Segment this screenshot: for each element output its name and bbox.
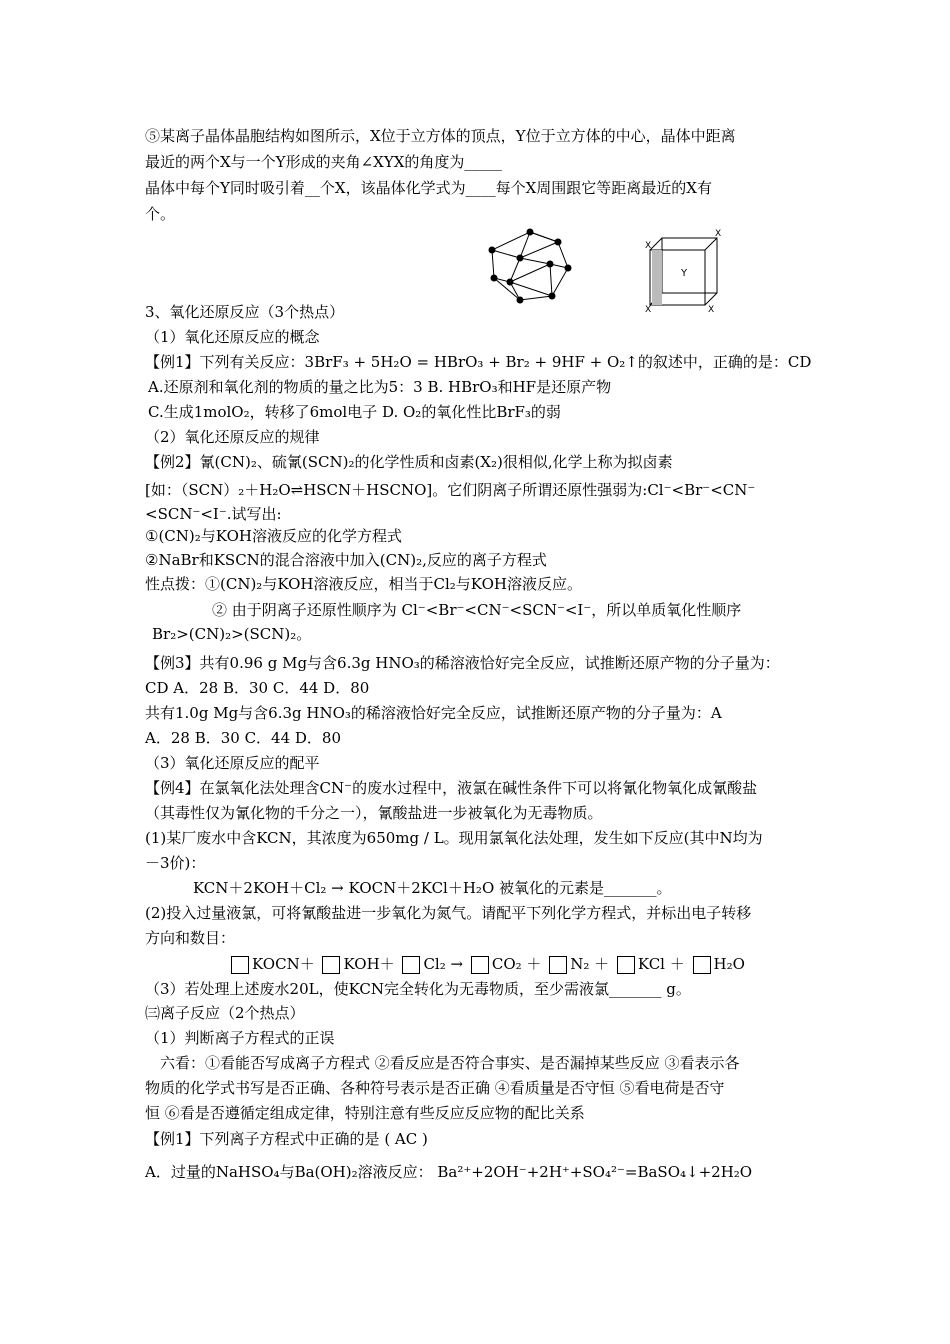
cube-vertex-label: X (715, 229, 722, 239)
text-line: 最近的两个X与一个Y形成的夹角∠XYX的角度为_____ (145, 153, 502, 171)
text-line: （其毒性仅为氰化物的千分之一），氰酸盐进一步被氧化为无毒物质。 (145, 804, 603, 822)
coefficient-box[interactable] (617, 956, 635, 974)
text-line: (1)某厂废水中含KCN，其浓度为650mg / L。现用氯氧化法处理，发生如下反应(其中N均为 (145, 829, 763, 847)
text-line: ⑤某离子晶体晶胞结构如图所示，X位于立方体的顶点，Y位于立方体的中心，晶体中距离 (145, 127, 736, 145)
crystal-figures (480, 220, 730, 315)
text-line: （1）判断离子方程式的正误 (145, 1029, 335, 1047)
text-line: （2）氧化还原反应的规律 (145, 428, 320, 446)
equation-term: Cl₂ → (423, 955, 464, 973)
balance-equation (228, 954, 745, 974)
text-line: （3）若处理上述废水20L，使KCN完全转化为无毒物质，至少需液氯_______ g。 (145, 980, 691, 998)
equation-line: KCN＋2KOH＋Cl₂ → KOCN＋2KCl＋H₂O 被氧化的元素是_______。 (193, 879, 672, 897)
coefficient-box[interactable] (471, 956, 489, 974)
text-line: （1）氧化还原反应的概念 (145, 328, 320, 346)
section-heading: ㈢离子反应（2个热点） (145, 1004, 305, 1022)
coefficient-box[interactable] (549, 956, 567, 974)
example-line: 【例4】在氯氧化法处理含CN⁻的废水过程中，液氯在碱性条件下可以将氰化物氧化成氰酸盐 (145, 779, 758, 797)
coefficient-box[interactable] (231, 956, 249, 974)
example-line: 【例1】下列有关反应：3BrF₃ + 5H₂O = HBrO₃ + Br₂ + 9HF + O₂↑的叙述中，正确的是：CD (145, 353, 812, 371)
cube-center-label: Y (681, 268, 688, 279)
option-line: A.还原剂和氧化剂的物质的量之比为5：3 B. HBrO₃和HF是还原产物 (148, 378, 612, 396)
example-line: 【例2】氰(CN)₂、硫氰(SCN)₂的化学性质和卤素(X₂)很相似,化学上称为拟卤素 (145, 453, 673, 471)
equation-term: CO₂ ＋ (491, 955, 542, 973)
text-line: 方向和数目： (145, 929, 236, 947)
text-line: [如：（SCN）₂＋H₂O⇌HSCN＋HSCNO]。它们阴离子所谓还原性强弱为:Cl⁻<Br⁻<CN⁻ (145, 481, 756, 499)
option-line: C.生成1molO₂，转移了6mol电子 D. O₂的氧化性比BrF₃的弱 (148, 403, 561, 421)
option-line: A．过量的NaHSO₄与Ba(OH)₂溶液反应： Ba²⁺+2OH⁻+2H⁺+SO₄²⁻=BaSO₄↓+2H₂O (145, 1163, 753, 1181)
text-line: Br₂>(CN)₂>(SCN)₂。 (152, 625, 312, 643)
equation-term: H₂O (713, 955, 745, 973)
crystal-structure-diagram (480, 220, 730, 315)
text-line: (2)投入过量液氯，可将氰酸盐进一步氧化为氮气。请配平下列化学方程式，并标出电子转移 (145, 904, 752, 922)
equation-term: KCl ＋ (637, 955, 685, 973)
option-line: CD A．28 B．30 C．44 D．80 (145, 679, 370, 697)
equation-term: KOCN＋ (252, 955, 315, 973)
text-line: 共有1.0g Mg与含6.3g HNO₃的稀溶液恰好完全反应，试推断还原产物的分子量为：A (145, 704, 722, 722)
text-line: 性点拨：①(CN)₂与KOH溶液反应，相当于Cl₂与KOH溶液反应。 (145, 575, 582, 593)
coefficient-box[interactable] (402, 956, 420, 974)
text-line: －3价)： (145, 854, 206, 872)
text-line: ② 由于阴离子还原性顺序为 Cl⁻<Br⁻<CN⁻<SCN⁻<I⁻，所以单质氧化性顺序 (212, 601, 742, 619)
text-line: 物质的化学式书写是否正确、各种符号表示是否正确 ④看质量是否守恒 ⑤看电荷是否守 (145, 1079, 725, 1097)
coefficient-box[interactable] (693, 956, 711, 974)
text-line: 六看：①看能否写成离子方程式 ②看反应是否符合事实、是否漏掉某些反应 ③看表示各 (160, 1054, 740, 1072)
equation-term: KOH＋ (343, 955, 395, 973)
cube-vertex-label: X (708, 305, 715, 315)
text-line: 晶体中每个Y同时吸引着__个X，该晶体化学式为____每个X周围跟它等距离最近的X有 (145, 179, 712, 197)
equation-term: N₂ ＋ (570, 955, 610, 973)
option-line: A．28 B．30 C．44 D．80 (145, 729, 342, 747)
cube-vertex-label: X (645, 305, 652, 315)
text-line: 个。 (145, 205, 176, 223)
cube-vertex-label: X (645, 241, 652, 251)
text-line: ②NaBr和KSCN的混合溶液中加入(CN)₂,反应的离子方程式 (145, 551, 547, 569)
text-line: 恒 ⑥看是否遵循定组成定律，特别注意有些反应反应物的配比关系 (145, 1104, 585, 1122)
text-line: <SCN⁻<I⁻.试写出: (145, 505, 282, 523)
text-line: ①(CN)₂与KOH溶液反应的化学方程式 (145, 527, 402, 545)
example-line: 【例3】共有0.96 g Mg与含6.3g HNO₃的稀溶液恰好完全反应，试推断还原产物的分子量为： (145, 654, 780, 672)
example-line: 【例1】下列离子方程式中正确的是 ( AC ) (145, 1130, 428, 1148)
coefficient-box[interactable] (322, 956, 340, 974)
icosahedron-figure (489, 229, 571, 303)
text-line: （3）氧化还原反应的配平 (145, 754, 320, 772)
section-heading: 3、氧化还原反应（3个热点） (145, 303, 345, 321)
